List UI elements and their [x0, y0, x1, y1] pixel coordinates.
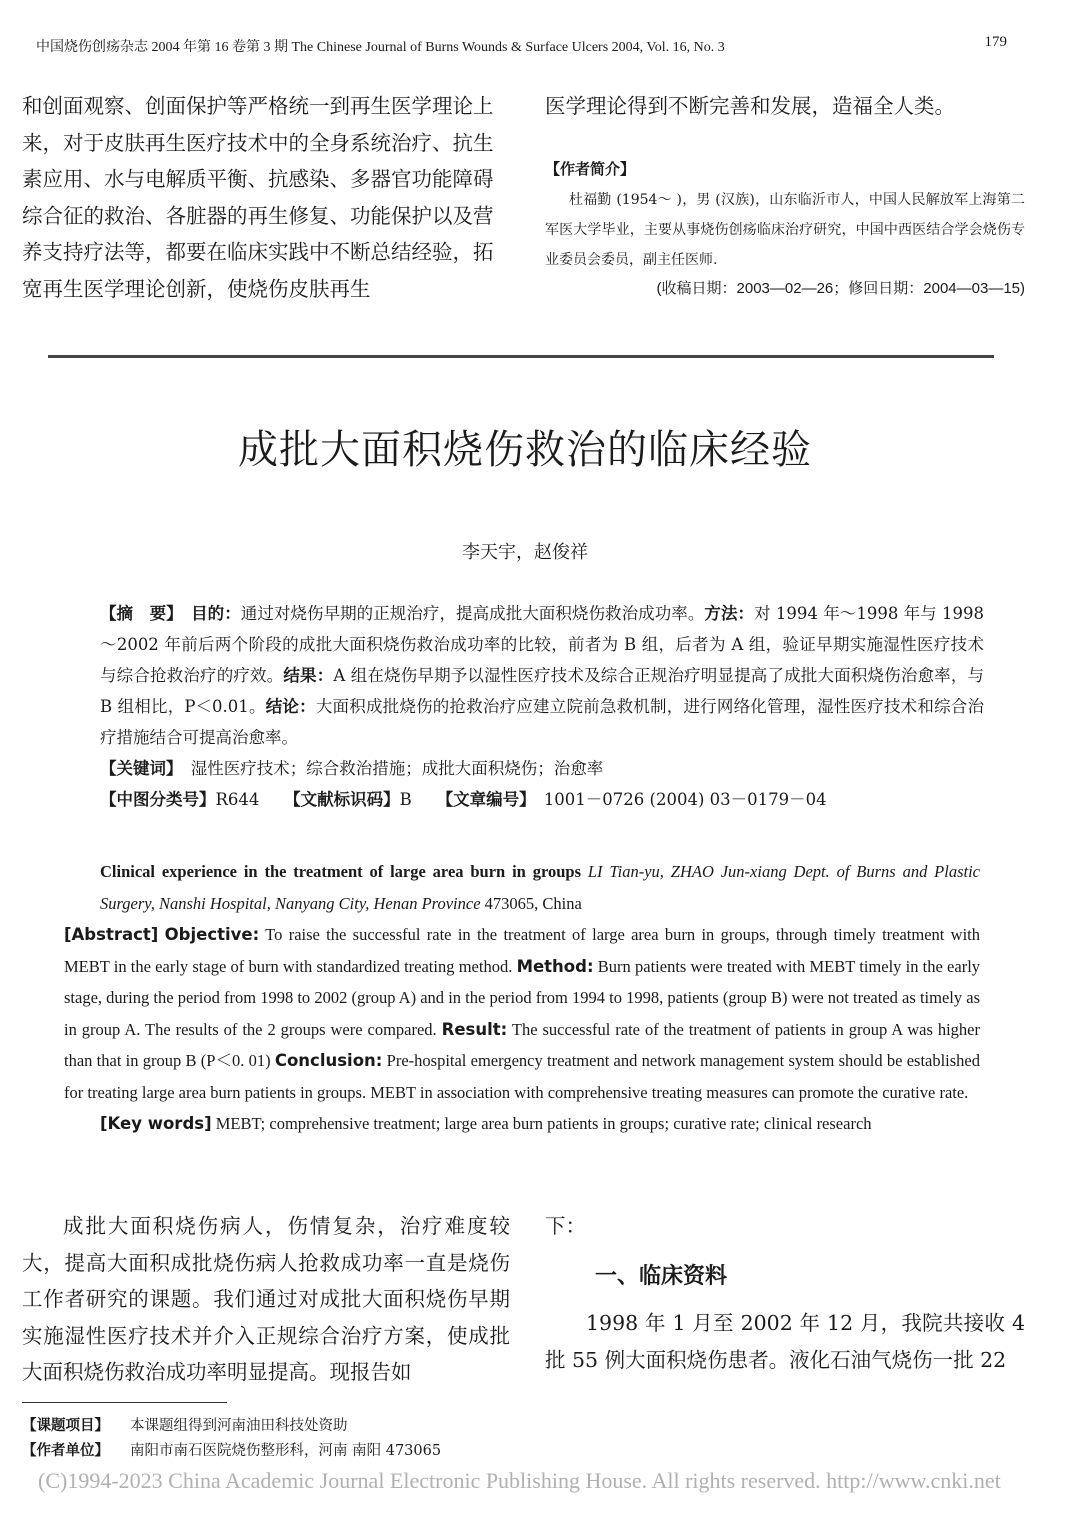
previous-article-text: 和创面观察、创面保护等严格统一到再生医学理论上来，对于皮肤再生医疗技术中的全身系统治疗、抗生素应用、水与电解质平衡、抗感染、多器官功能障碍综合征的救治、各脏器的再生修复、功能保护以及营养支持疗法等，都要在临床实践中不断总结经验，拓宽再生医学理论创新，使烧伤皮肤再生	[22, 94, 494, 301]
en-abstract-label: [Abstract]	[64, 925, 159, 944]
page-number: 179	[984, 34, 1007, 50]
article-authors: 李天宇，赵俊祥	[462, 542, 588, 563]
author-info-body: 杜福勤 (1954～ )，男 (汉族)，山东临沂市人，中国人民解放军上海第二军医大学毕业，主要从事烧伤创疡临床治疗研究，中国中西医结合学会烧伤专业委员会委员，副主任医师.	[545, 192, 1025, 268]
clc-label: 【中图分类号】	[100, 790, 216, 809]
keywords-cn-label: 【关键词】	[100, 759, 175, 778]
received-dates: (收稿日期：2003—02—26；修回日期：2004—03—15)	[656, 280, 1025, 297]
article-number-label: 【文章编号】	[444, 790, 528, 809]
english-abstract-paragraph	[64, 919, 980, 1108]
abstract-cn-paragraph	[64, 598, 984, 753]
english-keywords-line	[64, 1108, 980, 1140]
article-number-value: 1001－0726 (2004) 03－0179－04	[543, 790, 827, 809]
en-keywords-label: [Key words]	[100, 1114, 212, 1133]
previous-article-left-column	[22, 88, 510, 307]
cnki-watermark: (C)1994-2023 China Academic Journal Electronic Publishing House. All rights reserved. http://www.cnki.net	[38, 1468, 1001, 1493]
keywords-cn-line	[64, 753, 984, 784]
en-conclusion-text: Pre-hospital emergency treatment and network management system should be established for treating large area burn patients in groups. MEBT in association with comprehensive treating measures can promote the curative rate.	[64, 1051, 981, 1102]
author-info-title: 【作者简介】	[545, 160, 636, 178]
footnote-project-label: 【课题项目】	[22, 1418, 109, 1434]
en-result-label: Result:	[441, 1019, 508, 1039]
journal-line: 中国烧伤创疡杂志 2004 年第 16 卷第 3 期 The Chinese Journal of Burns Wounds & Surface Ulcers 2004, Vol. 16, No. 3	[36, 40, 725, 55]
english-title: Clinical experience in the treatment of large area burn in groups	[100, 862, 581, 881]
conclusion-text: 大面积成批烧伤的抢救治疗应建立院前急救机制，进行网络化管理，湿性医疗技术和综合治疗措施结合可提高治愈率。	[100, 697, 985, 747]
result-label: 结果：	[283, 666, 334, 685]
footnote-rule	[22, 1402, 227, 1403]
previous-article-continuation: 医学理论得到不断完善和发展，造福全人类。	[545, 94, 955, 118]
abstract-chinese	[64, 598, 984, 815]
clc-value: R644	[215, 790, 260, 809]
method-label: 方法：	[704, 604, 755, 623]
en-conclusion-label: Conclusion:	[274, 1051, 383, 1070]
result-text: A 组在烧伤早期予以湿性医疗技术及综合正规治疗明显提高了成批大面积烧伤治愈率，与 B 组相比，P＜0.01。	[100, 666, 985, 716]
en-objective-label: Objective:	[164, 925, 260, 944]
previous-article-right-column	[545, 88, 1025, 298]
doc-code-value: B	[399, 790, 412, 809]
english-title-line	[64, 856, 980, 919]
intro-continuation: 下：	[545, 1214, 586, 1238]
objective-label: 目的：	[191, 604, 241, 623]
footnote-unit	[22, 1439, 1022, 1464]
english-postcode: 473065, China	[484, 893, 582, 913]
article-title: 成批大面积烧伤救治的临床经验	[238, 427, 812, 473]
objective-text: 通过对烧伤早期的正规治疗，提高成批大面积烧伤救治成功率。	[240, 604, 705, 623]
abstract-label: 【摘 要】	[100, 604, 175, 623]
footnote-project-text: 本课题组得到河南油田科技处资助	[130, 1418, 348, 1434]
footnote-project	[22, 1414, 1022, 1439]
clinical-data-paragraph: 1998 年 1 月至 2002 年 12 月，我院共接收 4 批 55 例大面积烧伤患者。液化石油气烧伤一批 22	[545, 1311, 1025, 1372]
abstract-english	[64, 856, 980, 1140]
body-left-column	[22, 1208, 510, 1391]
body-right-column	[545, 1208, 1025, 1378]
en-result-text: The successful rate of the treatment of patients in group A was higher than that in group B (P＜0. 01)	[64, 1019, 980, 1070]
method-text: 对 1994 年～1998 年与 1998～2002 年前后两个阶段的成批大面积烧伤救治成功率的比较，前者为 B 组，后者为 A 组，验证早期实施湿性医疗技术与综合抢救治疗的疗效。	[100, 604, 985, 685]
english-authors-affiliation: LI Tian-yu, ZHAO Jun-xiang Dept. of Burns and Plastic Surgery, Nanshi Hospital, Nanyang City, Henan Province	[100, 862, 981, 913]
classification-line	[64, 784, 984, 815]
section-heading: 一、临床资料	[595, 1263, 728, 1289]
en-method-label: Method:	[516, 956, 594, 976]
conclusion-label: 结论：	[265, 697, 316, 716]
en-objective-text: To raise the successful rate in the treatment of large area burn in groups, through timely treatment with MEBT in the early stage of burn with standardized treating method.	[64, 925, 981, 976]
keywords-cn: 湿性医疗技术；综合救治措施；成批大面积烧伤；治愈率	[190, 759, 604, 778]
running-header	[36, 36, 1016, 56]
footnotes	[22, 1414, 1022, 1464]
doc-code-label: 【文献标识码】	[292, 790, 400, 809]
footnote-unit-text: 南阳市南石医院烧伤整形科，河南 南阳 473065	[130, 1443, 442, 1459]
article-separator-rule	[48, 355, 994, 358]
footnote-unit-label: 【作者单位】	[22, 1443, 109, 1459]
en-method-text: Burn patients were treated with MEBT timely in the early stage, during the period from 1998 to 2002 (group A) and in the period from 1994 to 1998, patients (group B) were not treated as timely as in group A. The results of the 2 groups were compared.	[64, 956, 981, 1039]
intro-paragraph: 成批大面积烧伤病人，伤情复杂，治疗难度较大，提高大面积成批烧伤病人抢救成功率一直是烧伤工作者研究的课题。我们通过对成批大面积烧伤早期实施湿性医疗技术并介入正规综合治疗方案，使成批大面积烧伤救治成功率明显提高。现报告如	[22, 1214, 510, 1384]
en-keywords: MEBT; comprehensive treatment; large area burn patients in groups; curative rate; clinical research	[215, 1114, 872, 1133]
